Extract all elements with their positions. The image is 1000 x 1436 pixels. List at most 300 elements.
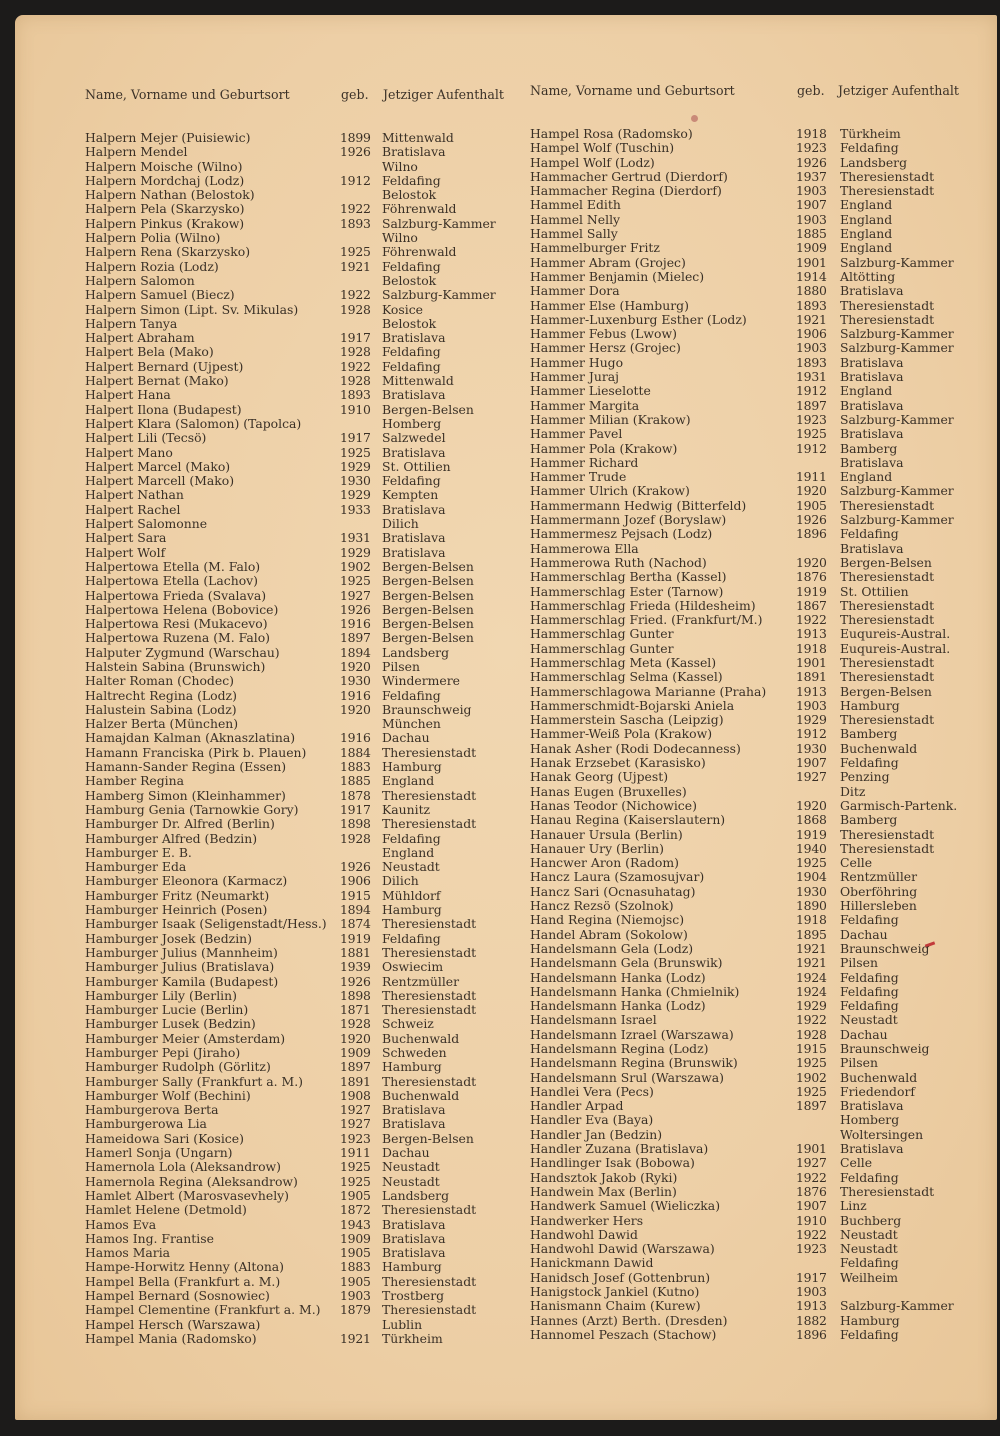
entry-residence: Feldafing — [840, 912, 899, 928]
entry-birth-year: 1918 — [796, 912, 827, 928]
entry-name: Hamburger Lily (Berlin) — [85, 987, 237, 1003]
entry-name: Hammer Ulrich (Krakow) — [530, 483, 690, 499]
entry-birth-year: 1920 — [796, 483, 827, 499]
list-entry — [85, 975, 525, 989]
entry-name: Halpern Pela (Skarzysko) — [85, 201, 245, 217]
entry-residence: Theresienstadt — [840, 168, 935, 184]
list-entry — [85, 703, 525, 717]
entry-list — [530, 127, 970, 1342]
entry-name: Hancz Sari (Ocnasuhatag) — [530, 883, 696, 899]
entry-name: Halpertowa Resi (Mukacevo) — [85, 616, 268, 632]
list-entry — [530, 270, 970, 284]
list-entry — [530, 1013, 970, 1027]
list-entry — [530, 513, 970, 527]
entry-residence: München — [382, 716, 441, 732]
entry-birth-year: 1925 — [340, 444, 371, 460]
list-entry — [85, 317, 525, 331]
entry-birth-year: 1917 — [340, 801, 371, 817]
entry-residence: Bergen-Belsen — [382, 630, 474, 646]
entry-name: Hammermann Hedwig (Bitterfeld) — [530, 497, 747, 513]
entry-residence: England — [840, 240, 893, 256]
entry-birth-year: 1895 — [796, 926, 827, 942]
entry-birth-year: 1916 — [340, 616, 371, 632]
entry-name: Hamburger E. B. — [85, 844, 192, 860]
list-entry — [530, 399, 970, 413]
entry-residence: Mittenwald — [382, 373, 454, 389]
list-entry — [85, 789, 525, 803]
entry-residence: Braunschweig — [840, 940, 930, 956]
entry-birth-year: 1923 — [796, 411, 827, 427]
entry-birth-year: 1929 — [340, 544, 371, 560]
entry-residence: England — [382, 844, 435, 860]
entry-birth-year: 1918 — [796, 640, 827, 656]
entry-residence: Bratislava — [840, 454, 904, 470]
entry-birth-year: 1926 — [340, 144, 371, 160]
entry-birth-year: 1898 — [340, 987, 371, 1003]
entry-residence: Woltersingen — [840, 1126, 924, 1142]
entry-name: Hamburger Josek (Bedzin) — [85, 930, 252, 946]
entry-residence: Feldafing — [840, 983, 899, 999]
entry-residence: Feldafing — [840, 1169, 899, 1185]
entry-name: Hammacher Gertrud (Dierdorf) — [530, 168, 728, 184]
entry-name: Hampel Wolf (Tuschin) — [530, 140, 675, 156]
entry-name: Hamajdan Kalman (Aknaszlatina) — [85, 730, 296, 746]
list-entry — [85, 1017, 525, 1031]
list-entry — [85, 903, 525, 917]
entry-birth-year: 1921 — [796, 955, 827, 971]
entry-birth-year: 1918 — [796, 126, 827, 141]
list-entry — [530, 1214, 970, 1228]
entry-name: Handler Arpad — [530, 1098, 624, 1114]
entry-residence: Bratislava — [840, 540, 904, 556]
entry-name: Hammer Hugo — [530, 354, 624, 370]
entry-residence: Theresienstadt — [382, 1202, 477, 1218]
entry-name: Hamburger Sally (Frankfurt a. M.) — [85, 1073, 304, 1089]
entry-residence: Feldafing — [382, 358, 441, 374]
header-residence: Jetziger Aufenthalt — [383, 87, 504, 102]
entry-residence: Bratislava — [382, 1245, 446, 1261]
entry-birth-year: 1926 — [340, 859, 371, 875]
list-entry — [530, 1271, 970, 1285]
entry-residence: Neustadt — [382, 1159, 440, 1175]
list-entry — [85, 303, 525, 317]
entry-name: Halpern Mejer (Puisiewic) — [85, 130, 251, 145]
list-entry — [85, 932, 525, 946]
entry-name: Hammer Juraj — [530, 369, 619, 385]
entry-residence: Celle — [840, 855, 873, 871]
entry-birth-year: 1880 — [796, 283, 827, 299]
entry-residence: Lublin — [382, 1316, 423, 1332]
entry-residence: Buchenwald — [382, 1087, 460, 1103]
list-entry — [85, 803, 525, 817]
entry-name: Hammer Milian (Krakow) — [530, 411, 691, 427]
entry-name: Haltrecht Regina (Lodz) — [85, 687, 237, 703]
entry-name: Handelsmann Gela (Brunswik) — [530, 955, 723, 971]
list-entry — [85, 403, 525, 417]
entry-residence: Theresienstadt — [840, 297, 935, 313]
list-entry — [530, 713, 970, 727]
entry-birth-year: 1897 — [796, 1098, 827, 1114]
entry-birth-year: 1929 — [796, 712, 827, 728]
entry-name: Hamburger Meier (Amsterdam) — [85, 1030, 286, 1046]
entry-residence: Salzburg-Kammer — [840, 254, 954, 270]
list-entry — [530, 856, 970, 870]
entry-residence: Bratislava — [382, 1230, 446, 1246]
list-entry — [85, 846, 525, 860]
list-entry — [85, 1203, 525, 1217]
entry-birth-year: 1917 — [340, 330, 371, 346]
entry-residence: Feldafing — [382, 258, 441, 274]
list-entry — [530, 813, 970, 827]
entry-name: Hammel Edith — [530, 197, 621, 213]
entry-residence: Dilich — [382, 873, 419, 889]
entry-residence: St. Ottilien — [840, 583, 909, 599]
entry-residence: Theresienstadt — [382, 916, 477, 932]
list-entry — [85, 674, 525, 688]
entry-birth-year: 1928 — [340, 301, 371, 317]
entry-name: Hamburger Heinrich (Posen) — [85, 902, 268, 918]
entry-residence: Salzburg-Kammer — [382, 215, 496, 231]
entry-birth-year: 1928 — [340, 344, 371, 360]
entry-birth-year: 1917 — [340, 430, 371, 446]
list-entry — [85, 1075, 525, 1089]
entry-name: Handler Zuzana (Bratislava) — [530, 1141, 709, 1157]
entry-name: Hanidsch Josef (Gottenbrun) — [530, 1269, 711, 1285]
entry-name: Hanickmann Dawid — [530, 1255, 654, 1271]
entry-name: Halpertowa Helena (Bobovice) — [85, 601, 279, 617]
entry-residence: Theresienstadt — [840, 597, 935, 613]
header-born: geb. — [341, 87, 369, 102]
entry-birth-year: 1921 — [340, 258, 371, 274]
entry-residence: Bratislava — [382, 444, 446, 460]
entry-name: Hammer Richard — [530, 454, 639, 470]
entry-residence: Altötting — [840, 268, 896, 284]
list-entry — [85, 660, 525, 674]
list-entry — [85, 217, 525, 231]
entry-residence: Bergen-Belsen — [382, 616, 474, 632]
entry-name: Hammerowa Ruth (Nachod) — [530, 554, 707, 570]
entry-residence: Pilsen — [382, 658, 420, 674]
entry-residence: Salzburg-Kammer — [840, 512, 954, 528]
list-entry — [530, 1085, 970, 1099]
list-entry — [530, 499, 970, 513]
entry-birth-year: 1924 — [796, 983, 827, 999]
list-entry — [85, 574, 525, 588]
entry-residence: Bamberg — [840, 440, 898, 456]
list-entry — [530, 727, 970, 741]
list-entry — [85, 517, 525, 531]
list-entry — [85, 617, 525, 631]
entry-name: Halpern Tanya — [85, 315, 178, 331]
entry-birth-year: 1905 — [796, 497, 827, 513]
entry-name: Hameidowa Sari (Kosice) — [85, 1130, 244, 1146]
entry-residence: Braunschweig — [382, 701, 472, 717]
entry-name: Halpert Klara (Salomon) (Tapolca) — [85, 415, 302, 431]
list-entry — [530, 742, 970, 756]
column-header — [85, 87, 525, 103]
entry-name: Hanigstock Jankiel (Kutno) — [530, 1284, 700, 1300]
entry-name: Handelsmann Regina (Brunswik) — [530, 1055, 738, 1071]
entry-birth-year: 1910 — [340, 401, 371, 417]
entry-birth-year: 1894 — [340, 902, 371, 918]
list-entry — [85, 689, 525, 703]
entry-name: Hamann-Sander Regina (Essen) — [85, 759, 287, 775]
list-entry — [530, 184, 970, 198]
entry-birth-year: 1925 — [340, 573, 371, 589]
list-entry — [530, 1171, 970, 1185]
entry-residence: Theresienstadt — [840, 311, 935, 327]
entry-list — [85, 131, 525, 1346]
list-entry — [85, 1189, 525, 1203]
list-entry — [85, 174, 525, 188]
entry-name: Hammer-Luxenburg Esther (Lodz) — [530, 311, 747, 327]
entry-name: Handelsmann Hanka (Lodz) — [530, 969, 706, 985]
entry-residence: Theresienstadt — [382, 1273, 477, 1289]
entry-birth-year: 1871 — [340, 1002, 371, 1018]
entry-residence: Theresienstadt — [840, 840, 935, 856]
list-entry — [530, 699, 970, 713]
entry-residence: Theresienstadt — [840, 569, 935, 585]
entry-birth-year: 1923 — [796, 1241, 827, 1257]
list-entry — [85, 1232, 525, 1246]
entry-birth-year: 1893 — [340, 387, 371, 403]
entry-name: Hamburger Pepi (Jiraho) — [85, 1045, 241, 1060]
list-entry — [530, 642, 970, 656]
entry-birth-year: 1929 — [340, 458, 371, 474]
entry-birth-year: 1925 — [340, 1159, 371, 1175]
entry-residence: Theresienstadt — [840, 1183, 935, 1199]
entry-birth-year: 1901 — [796, 254, 827, 270]
entry-birth-year: 1930 — [340, 673, 371, 689]
entry-birth-year: 1922 — [796, 612, 827, 628]
list-entry — [530, 1099, 970, 1113]
list-entry — [530, 928, 970, 942]
list-entry — [85, 560, 525, 574]
list-entry — [530, 1328, 970, 1342]
list-entry — [85, 388, 525, 402]
entry-residence: Theresienstadt — [382, 1302, 477, 1318]
entry-residence: Neustadt — [840, 1241, 898, 1257]
entry-birth-year: 1906 — [796, 326, 827, 342]
entry-name: Hammer Trude — [530, 469, 627, 485]
entry-name: Halpern Rena (Skarzysko) — [85, 244, 251, 260]
entry-residence: Hamburg — [840, 1312, 900, 1328]
entry-name: Halpern Moische (Wilno) — [85, 158, 243, 174]
list-entry — [530, 1256, 970, 1270]
list-entry — [85, 1160, 525, 1174]
list-entry — [530, 456, 970, 470]
entry-residence: Feldafing — [382, 830, 441, 846]
entry-name: Hamburger Isaak (Seligenstadt/Hess.) — [85, 916, 327, 932]
entry-birth-year: 1926 — [796, 154, 827, 170]
entry-residence: Salzburg-Kammer — [840, 1298, 954, 1314]
entry-name: Hammer Pola (Krakow) — [530, 440, 678, 456]
entry-residence: Salzwedel — [382, 430, 446, 446]
entry-birth-year: 1913 — [796, 626, 827, 642]
list-entry — [530, 756, 970, 770]
list-entry — [85, 360, 525, 374]
list-entry — [530, 971, 970, 985]
list-entry — [85, 345, 525, 359]
entry-residence: Dachau — [382, 1145, 430, 1161]
entry-residence: Feldafing — [840, 140, 899, 156]
entry-birth-year: 1903 — [796, 1284, 827, 1300]
entry-residence: Rentzmüller — [382, 973, 460, 989]
entry-birth-year: 1891 — [796, 669, 827, 685]
list-entry — [85, 288, 525, 302]
entry-residence: Bergen-Belsen — [382, 1130, 474, 1146]
entry-name: Handelsmann Hanka (Chmielnik) — [530, 983, 740, 999]
entry-name: Hancwer Aron (Radom) — [530, 855, 679, 871]
entry-residence: Föhrenwald — [382, 201, 457, 217]
list-entry — [85, 1146, 525, 1160]
entry-birth-year: 1920 — [340, 1030, 371, 1046]
entry-birth-year: 1922 — [340, 287, 371, 303]
list-entry — [85, 1246, 525, 1260]
entry-name: Handsztok Jakob (Ryki) — [530, 1169, 678, 1185]
list-entry — [530, 256, 970, 270]
list-entry — [530, 627, 970, 641]
entry-residence: Bratislava — [382, 530, 446, 546]
ink-spot — [691, 115, 698, 122]
list-entry — [530, 956, 970, 970]
entry-residence: Oswiecim — [382, 959, 444, 975]
entry-birth-year: 1916 — [340, 687, 371, 703]
entry-name: Hamernola Regina (Aleksandrow) — [85, 1173, 298, 1189]
entry-residence: Hamburg — [382, 1059, 442, 1075]
list-entry — [85, 531, 525, 545]
entry-name: Hamlet Helene (Detmold) — [85, 1202, 247, 1218]
list-entry — [530, 1028, 970, 1042]
list-entry — [85, 1060, 525, 1074]
entry-birth-year: 1903 — [796, 697, 827, 713]
entry-name: Hammerstein Sascha (Leipzig) — [530, 712, 724, 728]
entry-residence: Wilno — [382, 158, 418, 174]
entry-name: Halpern Mendel — [85, 144, 188, 160]
list-entry — [85, 731, 525, 745]
entry-residence: Theresienstadt — [840, 712, 935, 728]
entry-name: Hammer Else (Hamburg) — [530, 297, 689, 313]
entry-birth-year: 1878 — [340, 787, 371, 803]
list-entry — [530, 484, 970, 498]
entry-birth-year: 1872 — [340, 1202, 371, 1218]
entry-birth-year: 1919 — [796, 583, 827, 599]
entry-birth-year: 1906 — [340, 873, 371, 889]
entry-name: Hammerschlag Bertha (Kassel) — [530, 569, 727, 585]
entry-name: Hamburger Alfred (Bedzin) — [85, 830, 258, 846]
list-entry — [85, 1089, 525, 1103]
list-entry — [85, 446, 525, 460]
entry-birth-year: 1897 — [796, 397, 827, 413]
entry-name: Hammerschlagowa Marianne (Praha) — [530, 683, 767, 699]
list-entry — [85, 245, 525, 259]
entry-name: Halustein Sabina (Lodz) — [85, 701, 237, 717]
list-entry — [530, 527, 970, 541]
entry-residence: Feldafing — [840, 969, 899, 985]
entry-residence: Celle — [840, 1155, 873, 1171]
entry-birth-year: 1867 — [796, 597, 827, 613]
list-entry — [85, 946, 525, 960]
entry-residence: Feldafing — [382, 344, 441, 360]
list-entry — [530, 999, 970, 1013]
entry-name: Hammer Abram (Grojec) — [530, 254, 686, 270]
entry-residence: Dachau — [382, 730, 430, 746]
entry-residence: Bamberg — [840, 812, 898, 828]
list-entry — [530, 170, 970, 184]
entry-residence: Salzburg-Kammer — [840, 411, 954, 427]
entry-birth-year: 1929 — [796, 998, 827, 1014]
entry-residence: Braunschweig — [840, 1041, 930, 1056]
entry-residence: Linz — [840, 1198, 867, 1214]
entry-birth-year: 1919 — [340, 930, 371, 946]
entry-birth-year: 1926 — [796, 512, 827, 528]
list-entry — [530, 241, 970, 255]
list-entry — [530, 913, 970, 927]
list-entry — [85, 960, 525, 974]
entry-residence: Hamburg — [382, 1259, 442, 1275]
entry-name: Hamburger Kamila (Budapest) — [85, 973, 279, 989]
entry-birth-year: 1885 — [340, 773, 371, 789]
entry-birth-year: 1916 — [340, 730, 371, 746]
entry-name: Hamburger Fritz (Neumarkt) — [85, 887, 270, 903]
entry-birth-year: 1922 — [340, 201, 371, 217]
list-entry — [85, 131, 525, 145]
list-entry — [530, 985, 970, 999]
list-entry — [530, 442, 970, 456]
entry-birth-year: 1940 — [796, 840, 827, 856]
list-entry — [85, 460, 525, 474]
entry-residence: Föhrenwald — [382, 244, 457, 260]
entry-birth-year: 1927 — [340, 587, 371, 603]
entry-residence: Feldafing — [840, 1326, 899, 1342]
entry-name: Handler Eva (Baya) — [530, 1112, 654, 1128]
entry-birth-year: 1897 — [340, 1059, 371, 1075]
entry-residence: Bergen-Belsen — [840, 554, 932, 570]
list-entry — [85, 160, 525, 174]
entry-residence: Bergen-Belsen — [382, 601, 474, 617]
entry-birth-year: 1868 — [796, 812, 827, 828]
entry-residence: Dachau — [840, 1026, 888, 1042]
entry-birth-year: 1933 — [340, 501, 371, 517]
entry-residence: Bratislava — [382, 544, 446, 560]
list-entry — [530, 313, 970, 327]
entry-birth-year: 1882 — [796, 1312, 827, 1328]
entry-residence: Bergen-Belsen — [382, 401, 474, 417]
entry-residence: Bergen-Belsen — [382, 587, 474, 603]
entry-birth-year: 1903 — [796, 211, 827, 227]
entry-birth-year: 1939 — [340, 959, 371, 975]
list-entry — [85, 1132, 525, 1146]
entry-birth-year: 1922 — [796, 1169, 827, 1185]
entry-name: Handwein Max (Berlin) — [530, 1183, 677, 1199]
list-entry — [530, 413, 970, 427]
entry-residence: England — [840, 383, 893, 399]
entry-name: Halpertowa Etella (M. Falo) — [85, 558, 261, 574]
list-entry — [85, 1332, 525, 1346]
list-entry — [85, 546, 525, 560]
entry-birth-year: 1909 — [340, 1230, 371, 1246]
entry-residence: Bratislava — [382, 144, 446, 160]
entry-birth-year: 1930 — [340, 473, 371, 489]
list-entry — [530, 327, 970, 341]
entry-birth-year: 1920 — [340, 658, 371, 674]
entry-name: Halpert Wolf — [85, 544, 166, 560]
entry-birth-year: 1925 — [340, 244, 371, 260]
entry-residence: Dilich — [382, 516, 419, 532]
entry-residence: England — [840, 226, 893, 242]
list-entry — [85, 188, 525, 202]
list-entry — [530, 842, 970, 856]
